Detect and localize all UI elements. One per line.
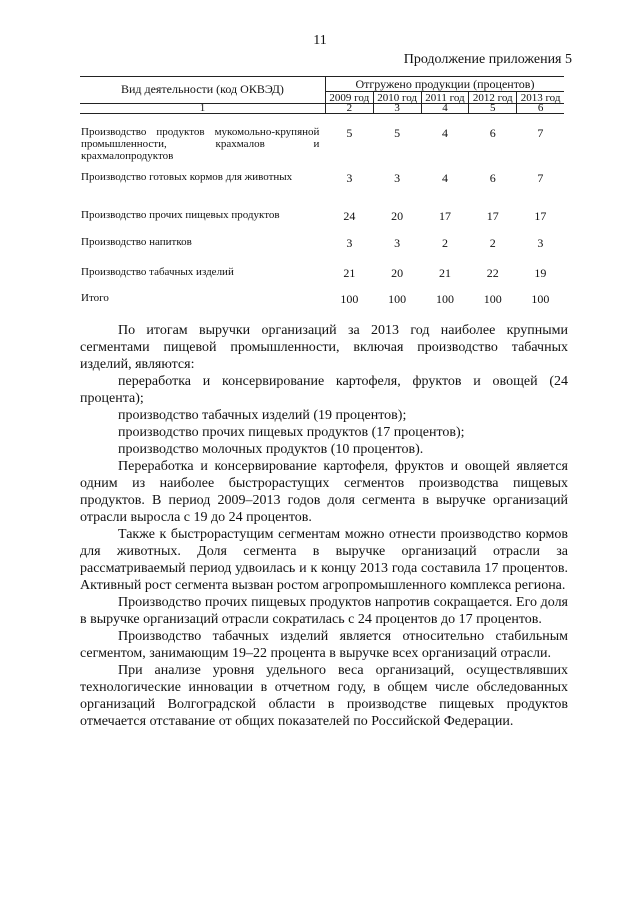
table-row	[80, 228, 564, 260]
row-value: 100	[388, 292, 407, 306]
paragraph: Переработка и консервирование картофеля, фруктов и овощей является одним из наиболее быстрорастущих сегментов производства пищевых продуктов. В период 2009–2013 годов доля сегмента в выручке организаций отрасли выросла с 19 до 24 процентов.	[80, 459, 568, 525]
list-item: производство прочих пищевых продуктов (17 процентов);	[118, 425, 465, 440]
row-value: 7	[537, 126, 544, 140]
row-value: 19	[534, 266, 547, 280]
shipment-table	[80, 76, 564, 308]
row-value: 20	[391, 266, 404, 280]
table-row-total	[80, 286, 564, 308]
row-value: 3	[346, 171, 353, 185]
header-year: 2009 год	[325, 92, 373, 104]
row-value: 24	[343, 209, 356, 223]
row-value: 5	[394, 126, 401, 140]
row-value: 2	[441, 236, 448, 250]
row-value: 100	[531, 292, 550, 306]
row-name: Итого	[81, 292, 109, 304]
row-name: Производство прочих пищевых продуктов	[81, 209, 280, 221]
body-text	[80, 322, 568, 730]
row-value: 21	[438, 266, 451, 280]
row-value: 3	[537, 236, 544, 250]
header-activity: Вид деятельности (код ОКВЭД)	[80, 77, 325, 104]
row-value: 17	[486, 209, 499, 223]
list-item: переработка и консервирование картофеля, фруктов и овощей (24 процента);	[80, 374, 568, 406]
column-number: 1	[80, 104, 325, 114]
header-year: 2011 год	[421, 92, 469, 104]
header-shipped: Отгружено продукции (процентов)	[325, 77, 564, 92]
row-name: Производство табачных изделий	[81, 266, 234, 278]
table-row	[80, 260, 564, 286]
paragraph: При анализе уровня удельного веса организаций, осуществлявших технологические инновации в отчетном году, в общем числе обследованных организаций Волгоградской области в производстве пищевых продуктов отмечается отставание от общих показателей по Российской Федерации.	[80, 663, 568, 729]
paragraph: По итогам выручки организаций за 2013 год наиболее крупными сегментами пищевой промышленности, включая производство табачных изделий, являются:	[80, 323, 568, 372]
column-number: 2	[325, 104, 373, 114]
row-name: Производство готовых кормов для животных	[81, 171, 293, 183]
column-number: 5	[469, 104, 517, 114]
row-value: 17	[438, 209, 451, 223]
list-item: производство табачных изделий (19 процентов);	[118, 408, 407, 423]
continuation-label: Продолжение приложения 5	[403, 52, 572, 67]
page-number: 11	[313, 33, 327, 48]
row-value: 2	[489, 236, 496, 250]
header-year: 2010 год	[373, 92, 421, 104]
paragraph: Производство прочих пищевых продуктов напротив сокращается. Его доля в выручке организаций отрасли сократилась с 24 процентов до 17 процентов.	[80, 595, 568, 627]
row-value: 3	[394, 171, 401, 185]
column-number: 3	[373, 104, 421, 114]
row-value: 7	[537, 171, 544, 185]
row-value: 20	[391, 209, 404, 223]
row-value: 4	[441, 171, 448, 185]
row-value: 6	[489, 126, 496, 140]
header-year: 2013 год	[517, 92, 564, 104]
table-row	[80, 201, 564, 228]
row-value: 21	[343, 266, 356, 280]
row-value: 3	[346, 236, 353, 250]
column-number: 4	[421, 104, 469, 114]
table-row	[80, 163, 564, 201]
row-value: 22	[486, 266, 499, 280]
column-number: 6	[517, 104, 564, 114]
row-value: 5	[346, 126, 353, 140]
row-value: 100	[483, 292, 502, 306]
row-name: Производство напитков	[81, 236, 192, 248]
row-value: 100	[340, 292, 359, 306]
row-value: 4	[441, 126, 448, 140]
paragraph: Также к быстрорастущим сегментам можно отнести производство кормов для животных. Доля сегмента в выручке организаций отрасли за рассматриваемый период удвоилась и к концу 2013 года составила 17 процентов. Активный рост сегмента вызван ростом агропромышленного комплекса региона.	[80, 527, 568, 593]
row-value: 3	[394, 236, 401, 250]
row-value: 6	[489, 171, 496, 185]
row-name: Производство продуктов мукомольно-крупяной промышленности, крахмалов и крахмалопродуктов	[81, 126, 320, 162]
row-value: 100	[435, 292, 454, 306]
paragraph: Производство табачных изделий является относительно стабильным сегментом, занимающим 19–22 процента в выручке всех организаций отрасли.	[80, 629, 568, 661]
table-row	[80, 114, 564, 164]
list-item: производство молочных продуктов (10 процентов).	[118, 442, 424, 457]
header-year: 2012 год	[469, 92, 517, 104]
row-value: 17	[534, 209, 547, 223]
